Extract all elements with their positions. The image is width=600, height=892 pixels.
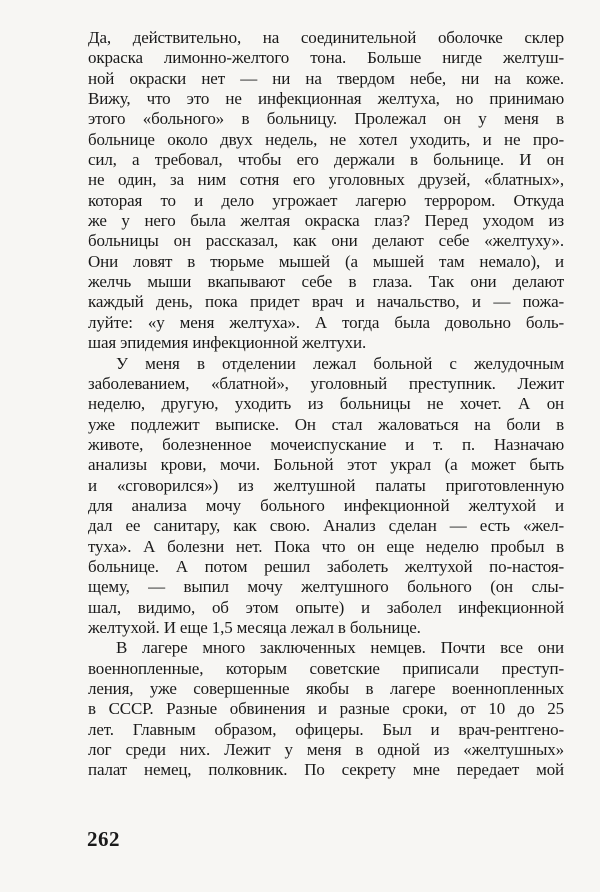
text-line: животе, болезненное мочеиспускание и т. п. Назначаю <box>88 434 564 454</box>
text-line: дал ее санитару, как свою. Анализ сделан — есть «жел- <box>88 516 564 536</box>
text-line: Вижу, что это не инфекционная желтуха, но принимаю <box>88 89 564 109</box>
text-line: заболеванием, «блатной», уголовный преступник. Лежит <box>88 373 564 393</box>
text-line: лет. Главным образом, офицеры. Был и врач-рентгено- <box>88 719 564 739</box>
text-line: желтухой. И еще 1,5 месяца лежал в больнице. <box>88 617 421 637</box>
text-line: У меня в отделении лежал больной с желудочным <box>116 353 564 373</box>
text-line: неделю, другую, уходить из больницы не хочет. А он <box>88 394 564 414</box>
text-line: сил, а требовал, чтобы его держали в больнице. И он <box>88 150 564 170</box>
text-line: Они ловят в тюрьме мышей (а мышей там немало), и <box>88 251 564 271</box>
text-line: шал, видимо, об этом опыте) и заболел инфекционной <box>88 597 564 617</box>
text-line: анализы крови, мочи. Больной этот украл (а может быть <box>88 455 564 475</box>
text-line: желчь мыши вкапывают себе в глаза. Так они делают <box>88 272 564 292</box>
text-line: больнице. А потом решил заболеть желтухой по-настоя- <box>88 556 564 576</box>
text-line: В лагере много заключенных немцев. Почти все они <box>116 638 564 658</box>
text-line: лог среди них. Лежит у меня в одной из «желтушных» <box>88 740 564 760</box>
text-line: в СССР. Разные обвинения и разные сроки, от 10 до 25 <box>88 699 564 719</box>
text-line: же у него была желтая окраска глаз? Перед уходом из <box>88 211 564 231</box>
text-line: окраска лимонно-желтого тона. Больше нигде желтуш- <box>88 48 564 68</box>
text-line: этого «больного» в больницу. Пролежал он у меня в <box>88 109 564 129</box>
text-line: каждый день, пока придет врач и начальство, и — пожа- <box>88 292 564 312</box>
text-line: больницы он рассказал, как они делают себе «желтуху». <box>88 231 564 251</box>
text-line: шая эпидемия инфекционной желтухи. <box>88 333 367 353</box>
text-line: щему, — выпил мочу желтушного больного (он слы- <box>88 577 564 597</box>
text-line: Да, действительно, на соединительной оболочке склер <box>88 28 564 47</box>
text-line: и «сговорился») из желтушной палаты приготовленную <box>88 475 564 495</box>
text-line: не один, за ним сотня его уголовных друзей, «блатных», <box>88 170 564 190</box>
body-text <box>88 28 564 781</box>
text-line: уже подлежит выписке. Он стал жаловаться на боли в <box>88 414 564 434</box>
text-line: ной окраски нет — ни на твердом небе, ни на коже. <box>88 68 564 88</box>
text-line: ления, уже совершенные якобы в лагере военнопленных <box>88 679 564 698</box>
text-line: туха». А болезни нет. Пока что он еще неделю пробыл в <box>88 536 564 556</box>
text-line: которая то и дело угрожает лагерю террором. Откуда <box>88 190 564 210</box>
text-line: палат немец, полковник. По секрету мне передает мой <box>88 760 564 780</box>
text-line: военнопленные, которым советские приписали преступ- <box>88 658 564 678</box>
page-number: 262 <box>87 827 120 851</box>
text-line: больнице около двух недель, не хотел уходить, и не про- <box>88 129 564 149</box>
text-line: для анализа мочу больного инфекционной желтухой и <box>88 495 564 515</box>
text-line: луйте: «у меня желтуха». А тогда была довольно боль- <box>88 312 564 332</box>
